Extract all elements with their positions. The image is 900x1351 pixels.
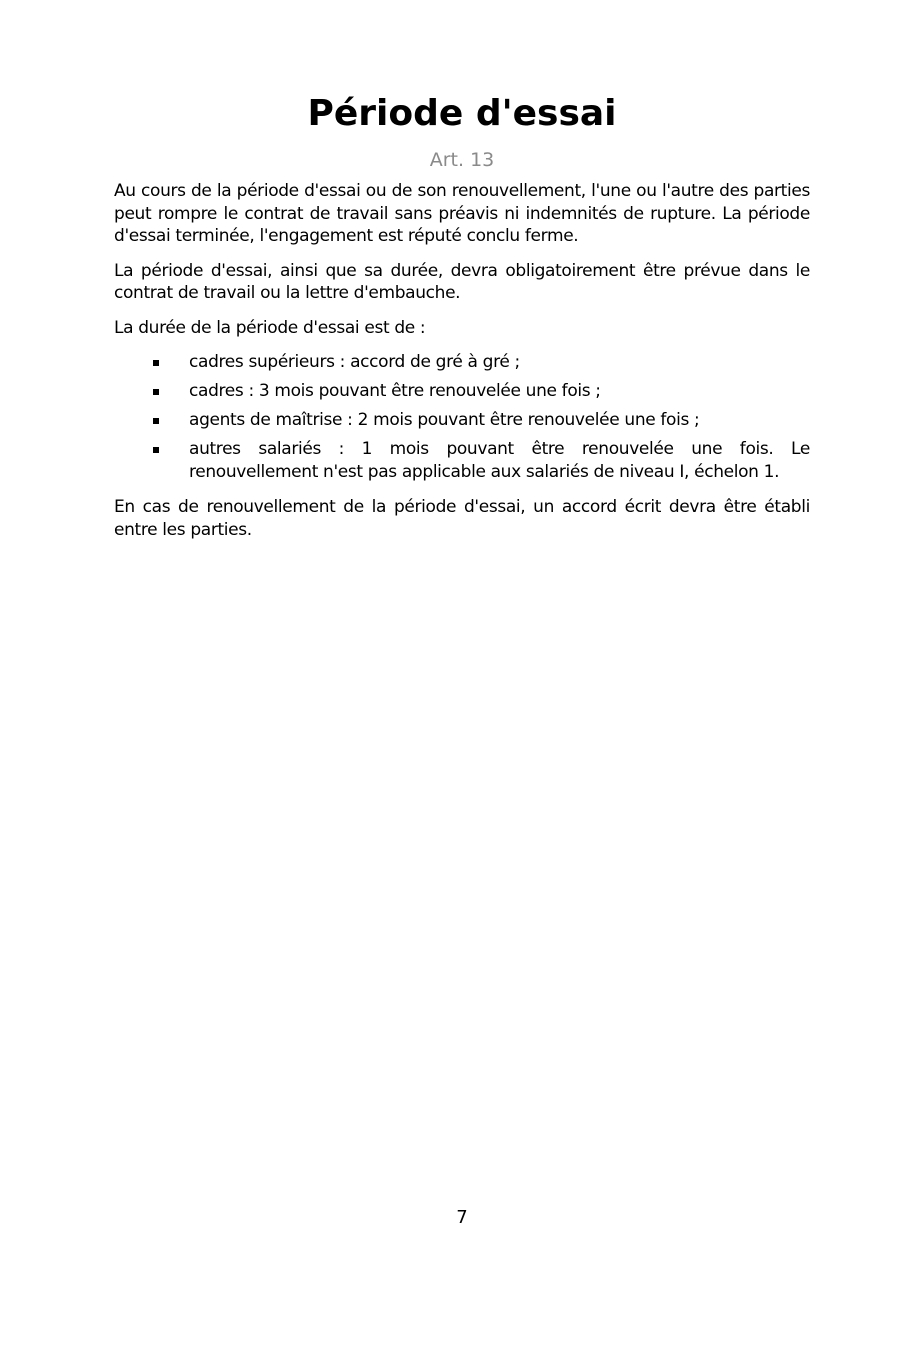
- page-number: 7: [456, 1207, 468, 1228]
- list-item-text: cadres supérieurs : accord de gré à gré ;: [189, 352, 520, 372]
- article-number: Art. 13: [429, 149, 495, 171]
- square-bullet-icon: [153, 360, 159, 366]
- trial-duration-list: [114, 351, 810, 483]
- list-item: [114, 438, 810, 483]
- list-item: [114, 380, 810, 403]
- list-item: [114, 351, 810, 374]
- paragraph-trial-duration-intro: La durée de la période d'essai est de :: [114, 317, 426, 338]
- list-item-text: autres salariés : 1 mois pouvant être renouvelée une fois. Le renouvellement n'est pas applicable aux salariés de niveau I, échelon 1.: [189, 439, 810, 482]
- square-bullet-icon: [153, 447, 159, 453]
- paragraph-trial-termination: Au cours de la période d'essai ou de son renouvellement, l'une ou l'autre des parties peut rompre le contrat de travail sans préavis ni indemnités de rupture. La période d'essai terminée, l'engagement est réputé conclu ferme.: [114, 181, 810, 246]
- paragraph-renewal-agreement: En cas de renouvellement de la période d'essai, un accord écrit devra être établi entre les parties.: [114, 497, 810, 540]
- document-page: [114, 88, 810, 553]
- square-bullet-icon: [153, 418, 159, 424]
- paragraph-trial-duration-requirement: La période d'essai, ainsi que sa durée, devra obligatoirement être prévue dans le contrat de travail ou la lettre d'embauche.: [114, 260, 810, 303]
- list-item: [114, 409, 810, 432]
- page-title: Période d'essai: [307, 93, 617, 134]
- list-item-text: agents de maîtrise : 2 mois pouvant être renouvelée une fois ;: [189, 410, 700, 430]
- list-item-text: cadres : 3 mois pouvant être renouvelée une fois ;: [189, 381, 601, 401]
- square-bullet-icon: [153, 389, 159, 395]
